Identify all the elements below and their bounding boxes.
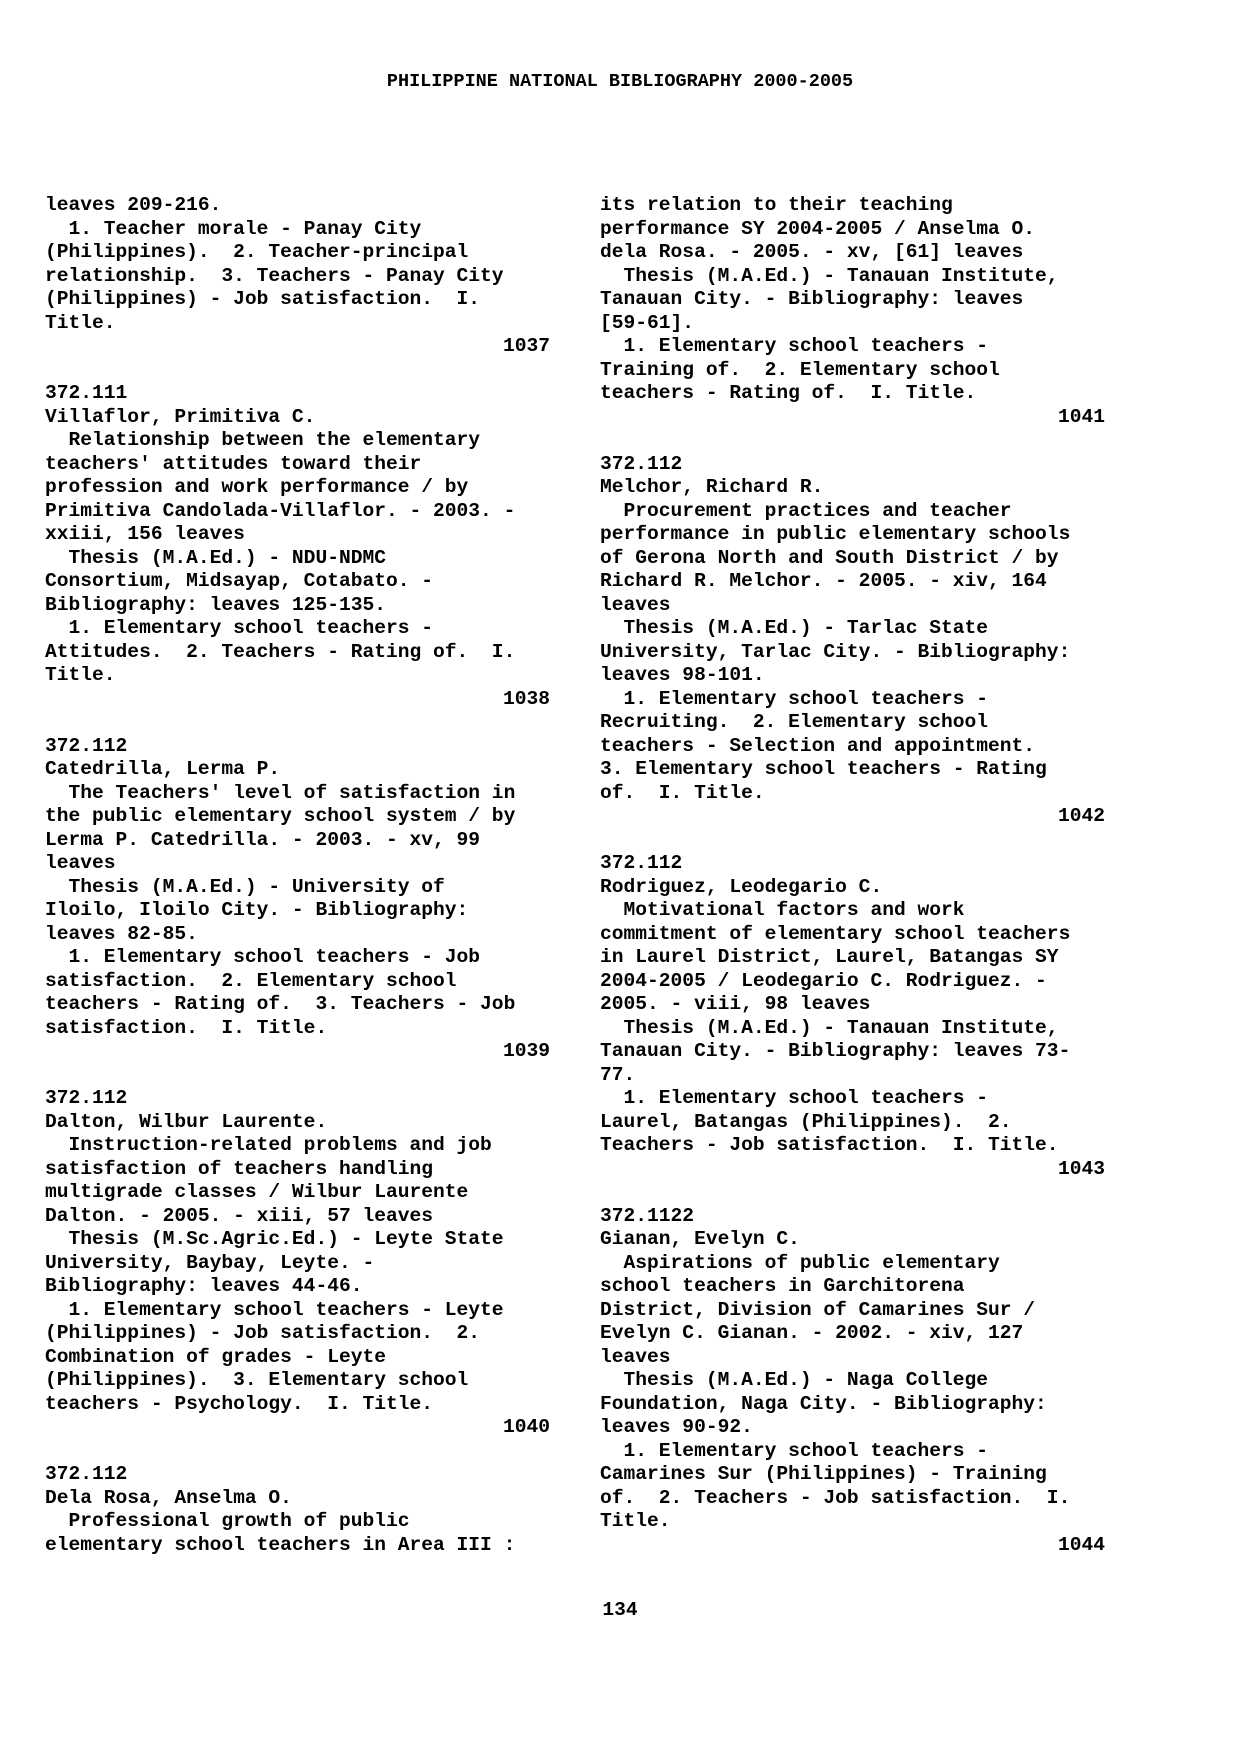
text-line: multigrade classes / Wilbur Laurente [45, 1181, 469, 1203]
text-line: 1. Elementary school teachers - [600, 1439, 989, 1462]
text-line: Dalton, Wilbur Laurente. [45, 1110, 328, 1133]
entry-number: 1037 [502, 335, 550, 357]
text-line: Primitiva Candolada-Villaflor. - 2003. - [45, 499, 516, 522]
text-line: 372.112 [600, 452, 683, 475]
text-line: leaves 209-216. [45, 194, 222, 216]
text-line: 372.1122 [600, 1204, 695, 1227]
text-line: Attitudes. 2. Teachers - Rating of. I. [45, 640, 516, 663]
text-line: Instruction-related problems and job [45, 1134, 492, 1156]
text-line: Bibliography: leaves 44-46. [45, 1275, 363, 1297]
text-line: Title. [45, 664, 116, 686]
blank-line [45, 1440, 605, 1464]
text-line: of. I. Title. [600, 781, 765, 804]
text-line: 1. Elementary school teachers - Job [45, 946, 481, 968]
text-line: Bibliography: leaves 125-135. [45, 593, 386, 616]
text-line: 3. Elementary school teachers - Rating [600, 758, 1047, 780]
text-line: school teachers in Garchitorena [600, 1275, 965, 1297]
text-line: satisfaction. I. Title. [45, 1016, 328, 1039]
text-line: Training of. 2. Elementary school [600, 358, 1000, 381]
text-line: (Philippines) - Job satisfaction. I. [45, 288, 481, 310]
text-line: teachers' attitudes toward their [45, 452, 422, 475]
text-line: the public elementary school system / by [45, 805, 516, 827]
text-line: 1. Elementary school teachers - [600, 687, 989, 710]
text-line: teachers - Psychology. I. Title. [45, 1392, 434, 1415]
text-line: elementary school teachers in Area III : [45, 1533, 516, 1556]
text-line: leaves [45, 852, 116, 874]
text-line: Dalton. - 2005. - xiii, 57 leaves [45, 1204, 434, 1227]
text-line: 372.112 [600, 852, 683, 874]
text-line: (Philippines). 3. Elementary school [45, 1369, 469, 1391]
text-line: xxiii, 156 leaves [45, 523, 245, 545]
text-line: District, Division of Camarines Sur / [600, 1298, 1036, 1321]
text-line: Thesis (M.A.Ed.) - Naga College [600, 1369, 989, 1391]
text-line: 1. Teacher morale - Panay City [45, 217, 422, 240]
entry-number: 1042 [1057, 805, 1105, 827]
text-line: Lerma P. Catedrilla. - 2003. - xv, 99 [45, 828, 481, 851]
text-line: Consortium, Midsayap, Cotabato. - [45, 570, 434, 592]
text-line: profession and work performance / by [45, 476, 469, 498]
text-line: Dela Rosa, Anselma O. [45, 1486, 292, 1509]
text-line: 372.111 [45, 382, 128, 404]
page-number: 134 [602, 1599, 638, 1621]
text-line: [59-61]. [600, 311, 695, 334]
blank-line [600, 829, 1160, 853]
blank-line [45, 359, 605, 383]
text-line: of. 2. Teachers - Job satisfaction. I. [600, 1486, 1071, 1509]
text-line: leaves [600, 593, 671, 616]
text-line: commitment of elementary school teachers [600, 922, 1071, 945]
text-line: Rodriguez, Leodegario C. [600, 875, 883, 898]
blank-line [600, 429, 1160, 453]
text-line: Thesis (M.A.Ed.) - Tanauan Institute, [600, 1016, 1059, 1039]
text-line: Tanauan City. - Bibliography: leaves [600, 288, 1024, 310]
text-line: Thesis (M.A.Ed.) - University of [45, 875, 445, 898]
entry-number: 1041 [1057, 405, 1105, 428]
text-line: 372.112 [45, 734, 128, 757]
text-line: (Philippines) - Job satisfaction. 2. [45, 1322, 481, 1344]
text-line: The Teachers' level of satisfaction in [45, 781, 516, 804]
entry-number: 1038 [502, 687, 550, 710]
text-line: Richard R. Melchor. - 2005. - xiv, 164 [600, 570, 1047, 592]
entry-number: 1040 [502, 1416, 550, 1438]
text-line: 372.112 [45, 1087, 128, 1109]
text-line: Professional growth of public [45, 1510, 410, 1532]
text-line: performance in public elementary schools [600, 523, 1071, 545]
right-column [600, 194, 1160, 1557]
text-line: Laurel, Batangas (Philippines). 2. [600, 1110, 1012, 1133]
text-line: Relationship between the elementary [45, 429, 481, 451]
text-line: Motivational factors and work [600, 899, 965, 921]
blank-line [45, 711, 605, 735]
text-line: leaves [600, 1345, 671, 1368]
text-line: relationship. 3. Teachers - Panay City [45, 264, 504, 287]
text-line: 1. Elementary school teachers - [45, 617, 434, 639]
left-column [45, 194, 605, 1557]
text-line: in Laurel District, Laurel, Batangas SY [600, 946, 1059, 968]
text-line: 1. Elementary school teachers - Leyte [45, 1298, 504, 1321]
text-line: teachers - Rating of. I. Title. [600, 382, 977, 404]
text-line: Foundation, Naga City. - Bibliography: [600, 1392, 1047, 1415]
text-line: Teachers - Job satisfaction. I. Title. [600, 1134, 1059, 1156]
text-line: performance SY 2004-2005 / Anselma O. [600, 217, 1036, 240]
text-line: Melchor, Richard R. [600, 476, 824, 498]
text-line: teachers - Rating of. 3. Teachers - Job [45, 993, 516, 1015]
text-line: Combination of grades - Leyte [45, 1345, 386, 1368]
text-line: teachers - Selection and appointment. [600, 734, 1036, 757]
text-line: dela Rosa. - 2005. - xv, [61] leaves [600, 241, 1024, 263]
entry-number: 1039 [502, 1040, 550, 1062]
text-line: 2005. - viii, 98 leaves [600, 993, 871, 1015]
text-line: Title. [600, 1510, 671, 1532]
text-line: Procurement practices and teacher [600, 499, 1012, 522]
text-line: University, Baybay, Leyte. - [45, 1251, 375, 1274]
text-line: 2004-2005 / Leodegario C. Rodriguez. - [600, 969, 1047, 992]
text-line: Thesis (M.A.Ed.) - Tarlac State [600, 617, 989, 639]
text-line: leaves 90-92. [600, 1416, 753, 1438]
text-line: Catedrilla, Lerma P. [45, 758, 281, 780]
text-line: Recruiting. 2. Elementary school [600, 711, 989, 733]
page-header-title: PHILIPPINE NATIONAL BIBLIOGRAPHY 2000-2005 [386, 71, 854, 92]
text-line: 1. Elementary school teachers - [600, 335, 989, 357]
entry-number: 1043 [1057, 1157, 1105, 1180]
text-line: (Philippines). 2. Teacher-principal [45, 241, 469, 263]
text-line: 372.112 [45, 1463, 128, 1485]
text-line: satisfaction of teachers handling [45, 1157, 434, 1180]
text-line: Tanauan City. - Bibliography: leaves 73- [600, 1040, 1071, 1062]
text-line: Thesis (M.A.Ed.) - Tanauan Institute, [600, 264, 1059, 287]
text-line: Thesis (M.A.Ed.) - NDU-NDMC [45, 546, 386, 569]
text-line: Villaflor, Primitiva C. [45, 405, 316, 428]
text-line: Aspirations of public elementary [600, 1251, 1000, 1274]
entry-number: 1044 [1057, 1533, 1105, 1556]
text-line: 1. Elementary school teachers - [600, 1087, 989, 1109]
text-line: Title. [45, 311, 116, 334]
text-line: Gianan, Evelyn C. [600, 1228, 800, 1250]
text-line: its relation to their teaching [600, 194, 953, 216]
blank-line [600, 1181, 1160, 1205]
text-line: Iloilo, Iloilo City. - Bibliography: [45, 899, 469, 921]
text-line: Camarines Sur (Philippines) - Training [600, 1463, 1047, 1485]
text-line: Thesis (M.Sc.Agric.Ed.) - Leyte State [45, 1228, 504, 1250]
text-line: University, Tarlac City. - Bibliography: [600, 640, 1071, 663]
text-line: satisfaction. 2. Elementary school [45, 969, 457, 992]
text-line: leaves 82-85. [45, 922, 198, 945]
blank-line [45, 1064, 605, 1088]
text-line: of Gerona North and South District / by [600, 546, 1059, 569]
text-line: 77. [600, 1063, 636, 1086]
text-line: Evelyn C. Gianan. - 2002. - xiv, 127 [600, 1322, 1024, 1344]
text-line: leaves 98-101. [600, 664, 765, 686]
